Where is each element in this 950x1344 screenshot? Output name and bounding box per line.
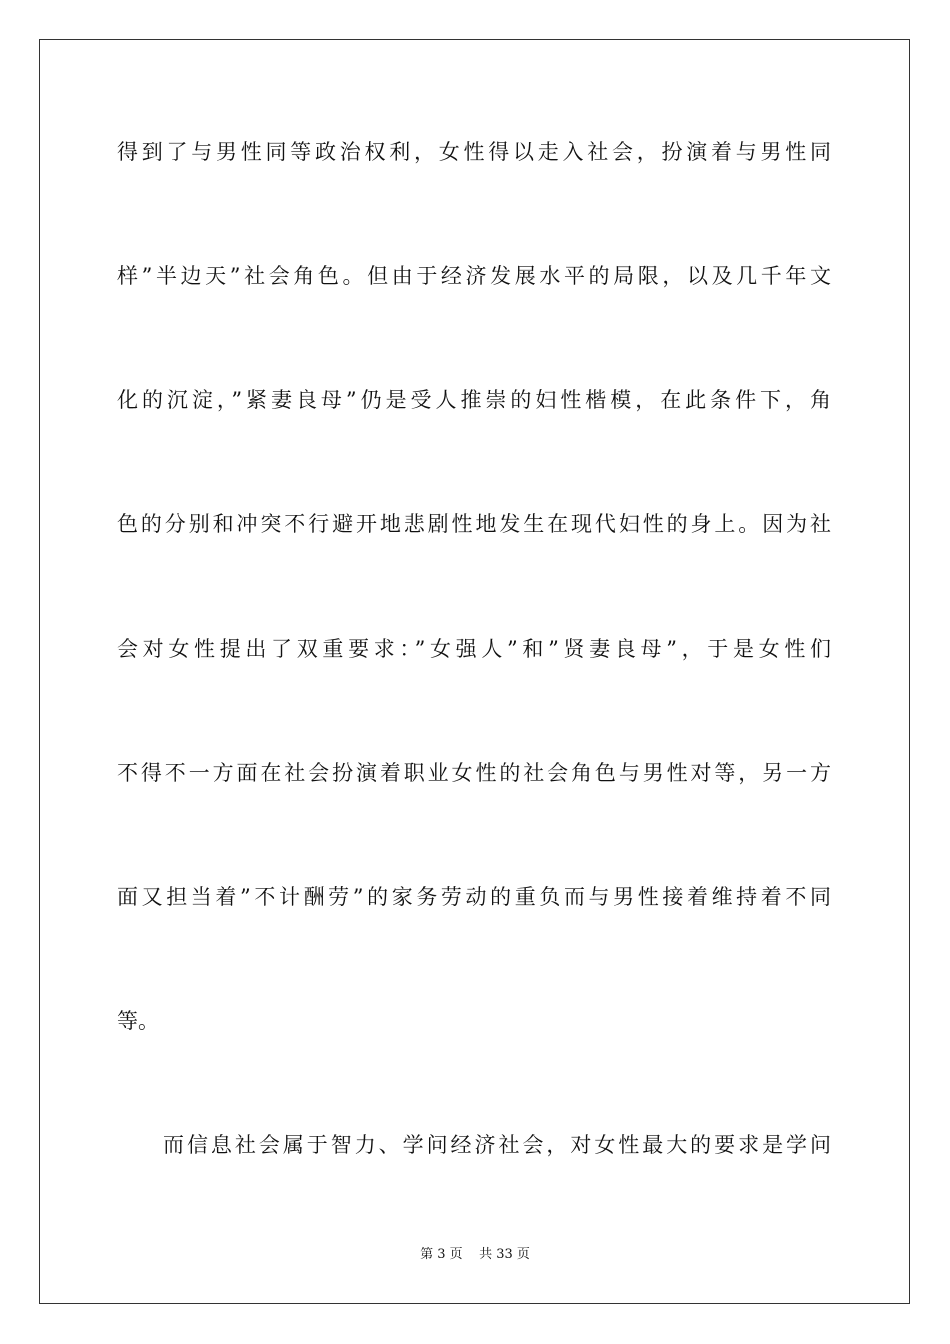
text-line: 不得不一方面在社会扮演着职业女性的社会角色与男性对等，另一方 [117,761,831,785]
page-footer: 第 3 页 共 33 页 [420,1247,530,1262]
text-line: 而信息社会属于智力、学问经济社会，对女性最大的要求是学问 [163,1133,831,1157]
text-line: 色的分别和冲突不行避开地悲剧性地发生在现代妇性的身上。因为社 [117,512,831,536]
page-border [39,39,910,1304]
text-line: 面又担当着”不计酬劳”的家务劳动的重负而与男性接着维持着不同 [117,885,831,909]
text-line: 会对女性提出了双重要求：”女强人”和”贤妻良母”，于是女性们 [117,637,831,661]
text-line: 化的沉淀，”紧妻良母”仍是受人推崇的妇性楷模，在此条件下，角 [117,388,831,412]
text-line: 得到了与男性同等政治权利，女性得以走入社会，扮演着与男性同 [117,140,831,164]
text-line: 等。 [117,1009,159,1033]
text-line: 样”半边天”社会角色。但由于经济发展水平的局限，以及几千年文 [117,264,831,288]
